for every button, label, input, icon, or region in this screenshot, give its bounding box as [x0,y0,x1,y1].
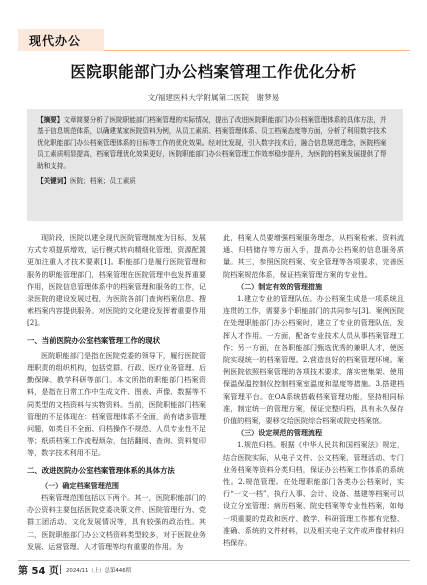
footer-separator [60,565,61,574]
right-column [223,232,404,549]
footer-rule [18,560,410,561]
paragraph: 1.建立专业的管理队伍。办公档案生成是一项系统且连贯的工作，需要多个职能部门的共同参与[3]。案例医院在处理职能部门办公档案时，建立了专业的管理队伍，发挥人才作用。一方面，配备专业技术人员从事档案管理工作；另一方面，在各职能部门甄选优秀的兼职人才，使医院实现统一的档案管理。2.营造良好的档案管理环境。案例医院依照档案管理的各项技术要求，落实密集架、使用保温保温控制仪控制档案室温度和湿度等措施。3.搭建档案管理平台。在OA系统搭载档案管理功能，坚持相同标准，制定统一的管理方案，保证完整归档，具有永久保存价值的档案，要移交给医院综合档案或院史档案馆。 [223,294,404,426]
abstract-text: 文章简要分析了医院职能部门档案管理的实际情况，提出了改进医院职能部门办公档案管理体系的具体方法，并基于信息规范体系，以确建某家医院资料为例，从员工素质、档案管理体系、员工档案态度等方面，分析了利用数字技术优化职能部门办公档案管理体系的目标等工作的优化效果。经对比发现，引入数字技术后，融合信息规范理念，医院档案员工素质明显提高，档案管理优化效果更好，医院职能部门办公档案管理工作效率稳步提升，为医院的档案发展提供了帮助和支持。 [37,116,387,170]
section-divider [104,50,410,51]
subheading: （一）确定档案管理范围 [41,480,120,490]
issue-info: 2024/11（上）总第446期 [66,568,132,574]
keywords-text: 医院；档案；员工素质 [69,177,136,186]
subheading: （二）制定有效的管理措施 [237,281,323,291]
keywords-label: 【关键词】 [37,177,70,186]
left-column [27,232,206,553]
abstract-box [27,109,403,221]
section-label: 现代办公 [29,34,82,48]
paragraph: 档案管理范围包括以下两个。其一，医院职能部门的办公资料主要包括医院党委决策文件、医院管理行为、党群工团活动、文化发展情况等，具有较强的政治性。其二，医院职能部门办公文档资料类型较多，对于医院业务发展、运营管理、人才管理等均有重要的作用。为 [27,493,206,551]
abstract-label: 【摘要】 [37,116,64,124]
section-heading-2: 二、改进医院办公室档案管理体系的具体方法 [27,465,175,475]
keywords [37,176,393,187]
article-title: 医院职能部门办公档案管理工作优化分析 [70,62,357,81]
paragraph: 此，档案人员要增强档案服务理念，从档案检索、资料流通、归档储存等方面入手，提高办公档案的信息服务质量。其三，参照医院档案、安全管理等各项要求，完善医院档案规范体系，保证档案管理方案的专业性。 [223,233,404,279]
page-number: 第 54 页 [18,566,59,577]
abstract [37,115,393,172]
paragraph: 医院职能部门是指在医院党委的领导下，履行医院管理职责的组织机构，包括党群、行政、医疗业务管理、后勤保障、教学科研等部门。本文所指的职能部门档案资料，是指在日常工作中生成文件、图表、声像、数据等不同类型的文档资料与实物资料。当前，医院职能部门档案管理的不足体现在：档案管理体系不全面，尚有诸多管理问题，如类目不全面、归档操作不规范、人员专业性不足等；纸质档案工作流程烦杂，包括翻阅、查询、资料复印等，数字技术利用不足。 [27,350,206,458]
paragraph: 1.规范归档。根据《中华人民共和国档案法》规定，结合医院实际，从电子文件、公文档案、管理活动、专门业务档案等资料分类归档，保证办公档案工作体系的系统性。2.规范管理。在处理职能部门各类办公档案时，实行“一文一档”，执行人事、会计、设备、基建等档案可以设立分室管理；病历档案、院史档案等专业性档案，如每一项重要的党政和医疗、教学、科研管理工作都有完整、准确、系统的文件材料，以及相关电子文件或声像材料归档保存。 [223,440,404,548]
section-heading-1: 一、当前医院办公室档案管理工作的现状 [27,335,161,345]
paragraph: 现阶段，医院以建全现代医院管理制度为目标，发展方式专项提质增效，运行模式转向精细化管理，资源配置更加注重人才技术要素[1]。职能部门是履行医院管理和服务的职能管理部门，档案管理在医院管理中也发挥重要作用，医院信息管理体系中的档案管理和服务的工作，记录医院的建设发展过程，为医院各部门查询档案信息、搜索档案内容提供服务。对医院的文化建设发挥着重要作用[2]。 [27,233,206,328]
author-line: 文/福建医科大学附属第二医院 谢梦易 [147,93,280,102]
section-tag [18,29,104,51]
subheading: （三）设定规范的管理流程 [237,428,323,438]
